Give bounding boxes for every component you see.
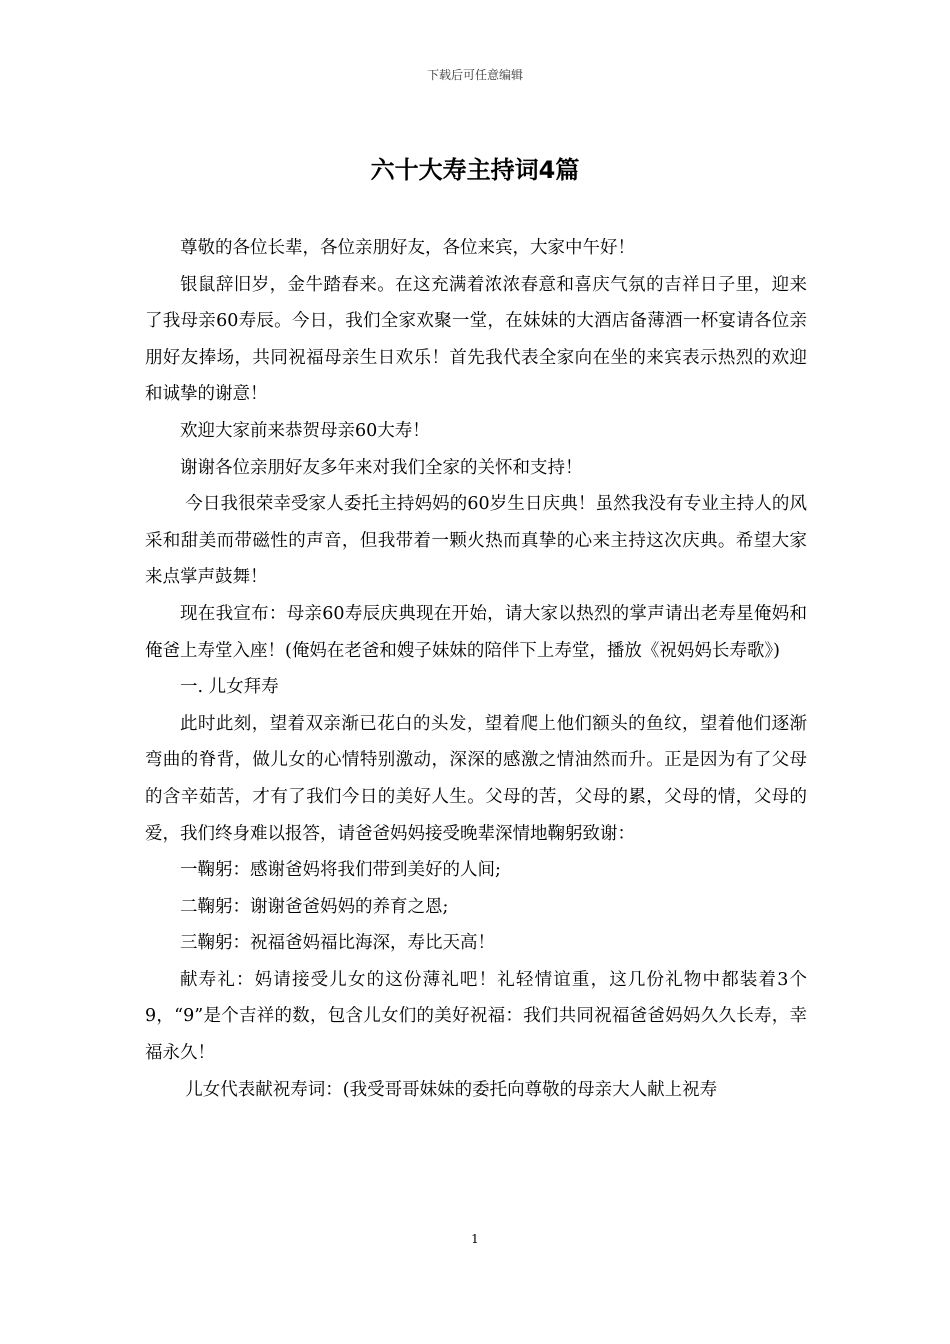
header-note: 下载后可任意编辑 (426, 68, 523, 82)
paragraph-welcome: 欢迎大家前来恭贺母亲60大寿！ (180, 420, 430, 441)
paragraph-gratitude: 此时此刻，望着双亲渐已花白的头发，望着爬上他们额头的鱼纹，望着他们逐渐弯曲的脊背，做儿女的心情特别激动，深深的感激之情油然而升。正是因为有了父母的含辛茹苦，才有了我们今日的美好人生。父母的苦，父母的累，父母的情，父母的爱，我们终身难以报答，请爸爸妈妈接受晚辈深情地鞠躬致谢： (145, 713, 807, 844)
document-title: 六十大寿主持词4篇 (370, 156, 580, 184)
paragraph-second-bow: 二鞠躬：谢谢爸爸妈妈的养育之恩; (180, 896, 449, 917)
section-heading-children-bow: 一. 儿女拜寿 (180, 677, 279, 698)
paragraph-greeting: 尊敬的各位长辈，各位亲朋好友，各位来宾，大家中午好！ (180, 238, 635, 258)
paragraph-third-bow: 三鞠躬：祝福爸妈福比海深，寿比天高！ (180, 933, 495, 954)
paragraph-opening: 银鼠辞旧岁，金牛踏春来。在这充满着浓浓春意和喜庆气氛的吉祥日子里，迎来了我母亲60寿辰。今日，我们全家欢聚一堂，在妹妹的大酒店备薄酒一杯宴请各位亲朋好友捧场，共同祝福母亲生日欢乐！首先我代表全家向在坐的来宾表示热烈的欢迎和诚挚的谢意！ (145, 274, 807, 405)
document-body (145, 230, 807, 1108)
paragraph-announcement: 现在我宣布：母亲60寿辰庆典现在开始，请大家以热烈的掌声请出老寿星俺妈和俺爸上寿堂入座！(俺妈在老爸和嫂子妹妹的陪伴下上寿堂，播放《祝妈妈长寿歌》) (145, 603, 807, 661)
page-number: 1 (471, 1232, 479, 1246)
paragraph-thanks: 谢谢各位亲朋好友多年来对我们全家的关怀和支持！ (180, 457, 583, 478)
paragraph-first-bow: 一鞠躬：感谢爸妈将我们带到美好的人间; (180, 860, 501, 881)
paragraph-host-intro: 今日我很荣幸受家人委托主持妈妈的60岁生日庆典！虽然我没有专业主持人的风采和甜美而带磁性的声音，但我带着一颗火热而真挚的心来主持这次庆典。希望大家来点掌声鼓舞！ (145, 494, 807, 588)
paragraph-blessing-speech: 儿女代表献祝寿词：(我受哥哥妹妹的委托向尊敬的母亲大人献上祝寿 (185, 1079, 718, 1100)
paragraph-gift: 献寿礼：妈请接受儿女的这份薄礼吧！礼轻情谊重，这几份礼物中都装着3个9，“9”是个吉祥的数，包含儿女们的美好祝福：我们共同祝福爸爸妈妈久久长寿，幸福永久！ (145, 969, 807, 1064)
